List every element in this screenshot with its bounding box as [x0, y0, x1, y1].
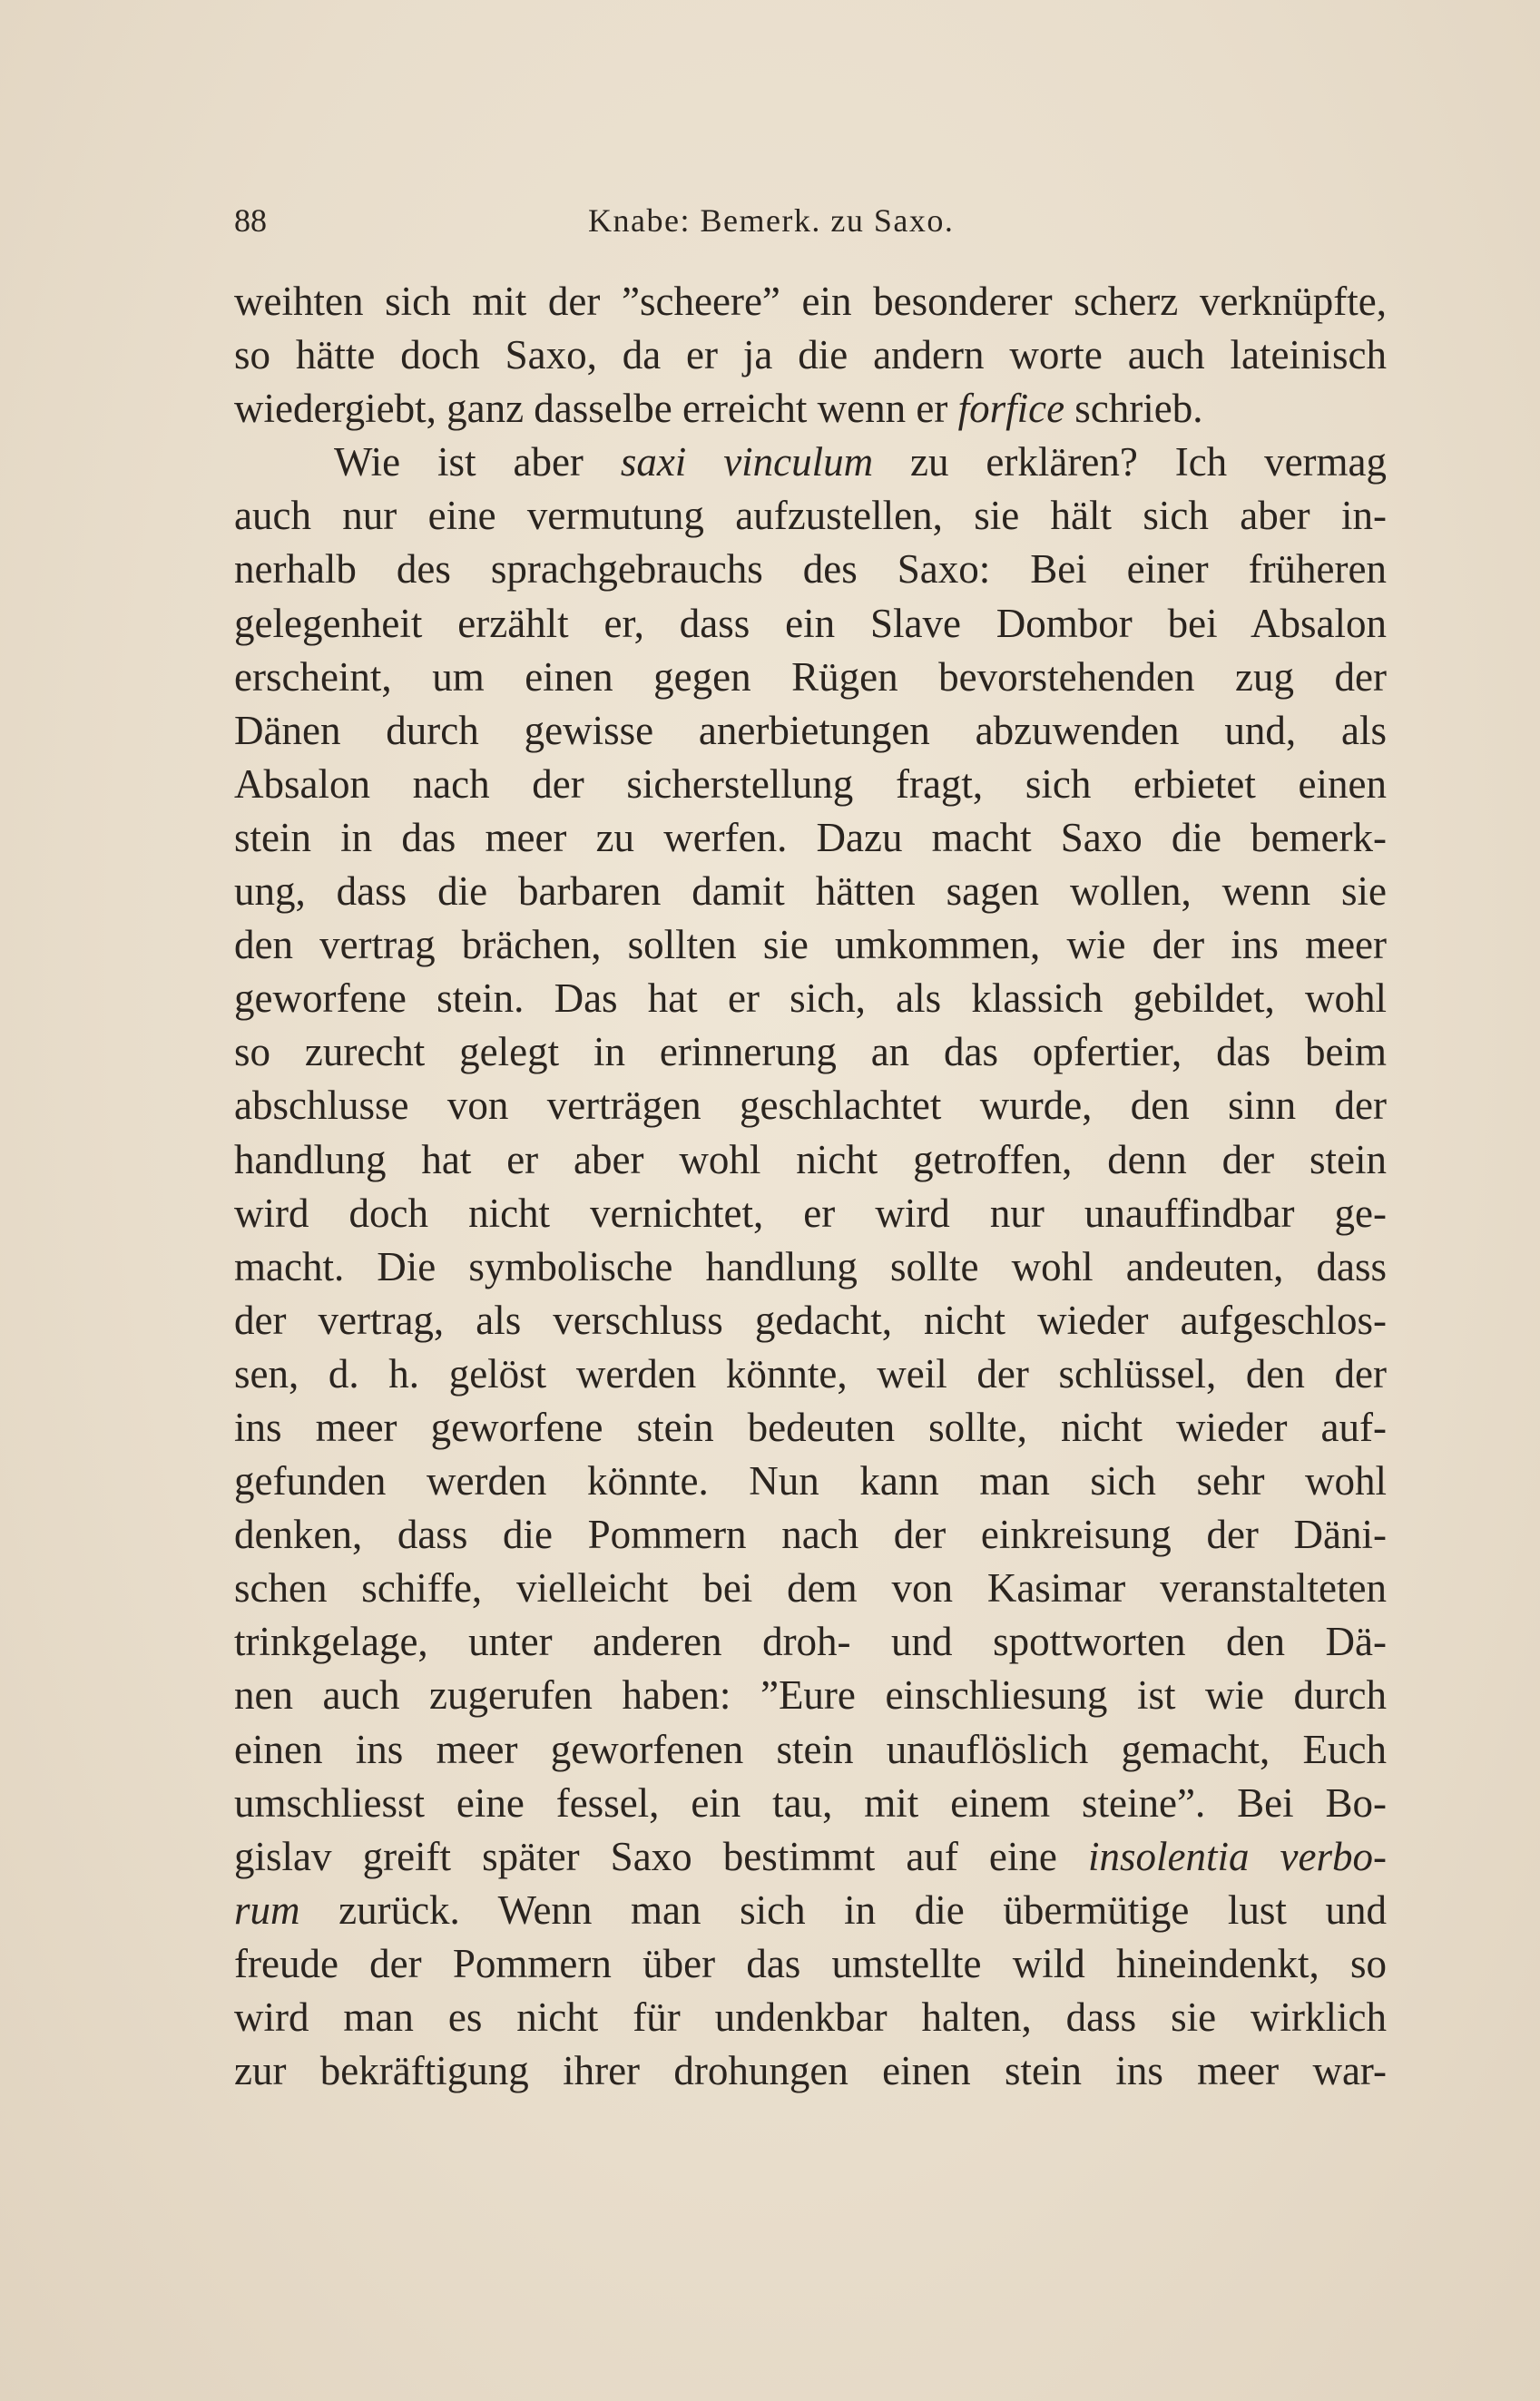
text-line: [234, 1401, 1387, 1455]
line-text: auch nur eine vermutung aufzustellen, sie hält sich aber in-: [234, 493, 1387, 539]
line-text: den vertrag brächen, sollten sie umkommen, wie der ins meer: [234, 922, 1387, 968]
text-line: [234, 704, 1387, 758]
text-line: [234, 811, 1387, 865]
italic-text: rum: [234, 1886, 300, 1933]
line-text: gefunden werden könnte. Nun kann man sich sehr wohl: [234, 1458, 1387, 1504]
line-text: abschlusse von verträgen geschlachtet wurde, den sinn der: [234, 1083, 1387, 1129]
page-number: 88: [234, 202, 267, 239]
line-text: gelegenheit erzählt er, dass ein Slave Dombor bei Absalon: [234, 600, 1387, 646]
text-line: [234, 436, 1387, 489]
line-text: denken, dass die Pommern nach der einkreisung der Däni-: [234, 1512, 1387, 1558]
text-line: [234, 1830, 1387, 1884]
line-text: zur bekräftigung ihrer drohungen einen stein ins meer war-: [234, 2048, 1387, 2094]
line-text: schrieb.: [1064, 386, 1203, 432]
line-text: so hätte doch Saxo, da er ja die andern worte auch lateinisch: [234, 332, 1387, 378]
line-text: so zurecht gelegt in erinnerung an das opfertier, das beim: [234, 1029, 1387, 1075]
italic-text: saxi vinculum: [620, 439, 874, 485]
line-text: wiedergiebt, ganz dasselbe erreicht wenn er: [234, 386, 958, 432]
text-line: [234, 1079, 1387, 1132]
italic-text: insolentia verbo-: [1087, 1833, 1387, 1879]
text-line: [234, 1187, 1387, 1240]
text-line: [234, 1508, 1387, 1562]
text-line: [234, 651, 1387, 704]
italic-text: forfice: [957, 386, 1065, 432]
text-line: [234, 865, 1387, 918]
text-line: [234, 328, 1387, 382]
text-line: [234, 1723, 1387, 1777]
text-line: [234, 1937, 1387, 1991]
line-text: erscheint, um einen gegen Rügen bevorstehenden zug der: [234, 653, 1387, 700]
line-text: sen, d. h. gelöst werden könnte, weil der schlüssel, den der: [234, 1350, 1387, 1396]
text-line: [234, 1991, 1387, 2044]
line-text: weihten sich mit der ”scheere” ein besonderer scherz verknüpfte,: [234, 279, 1387, 324]
text-line: [234, 1455, 1387, 1508]
running-title: Knabe: Bemerk. zu Saxo.: [588, 202, 955, 239]
line-text: Wie ist aber: [334, 439, 621, 485]
text-line: [234, 1884, 1387, 1937]
text-line: [234, 489, 1387, 543]
text-line: [234, 758, 1387, 811]
line-text: freude der Pommern über das umstellte wild hineindenkt, so: [234, 1940, 1387, 1986]
text-line: [234, 382, 1203, 436]
line-text: wird man es nicht für undenkbar halten, dass sie wirklich: [234, 1994, 1387, 2040]
text-line: [234, 1294, 1387, 1348]
line-text: stein in das meer zu werfen. Dazu macht Saxo die bemerk-: [234, 814, 1387, 860]
text-line: [234, 2044, 1387, 2098]
line-text: nen auch zugerufen haben: ”Eure einschliesung ist wie durch: [234, 1672, 1387, 1719]
line-text: ung, dass die barbaren damit hätten sagen wollen, wenn sie: [234, 868, 1387, 915]
line-text: macht. Die symbolische handlung sollte wohl andeuten, dass: [234, 1243, 1387, 1289]
text-line: [234, 275, 1387, 328]
line-text: ins meer geworfene stein bedeuten sollte, nicht wieder auf-: [234, 1404, 1387, 1450]
line-text: geworfene stein. Das hat er sich, als klassich gebildet, wohl: [234, 975, 1387, 1022]
body-text: [234, 275, 1387, 2098]
line-text: der vertrag, als verschluss gedacht, nicht wieder aufgeschlos-: [234, 1297, 1387, 1343]
line-text: zurück. Wenn man sich in die übermütige lust und: [299, 1886, 1387, 1933]
text-line: [234, 1348, 1387, 1401]
text-line: [234, 1025, 1387, 1079]
text-line: [234, 1240, 1387, 1294]
text-line: [234, 1669, 1387, 1722]
line-text: umschliesst eine fessel, ein tau, mit einem steine”. Bei Bo-: [234, 1779, 1387, 1826]
line-text: schen schiffe, vielleicht bei dem von Kasimar veranstalteten: [234, 1565, 1387, 1612]
line-text: gislav greift später Saxo bestimmt auf eine: [234, 1833, 1088, 1879]
text-line: [234, 1777, 1387, 1830]
line-text: einen ins meer geworfenen stein unauflöslich gemacht, Euch: [234, 1726, 1387, 1772]
text-line: [234, 918, 1387, 972]
line-text: zu erklären? Ich vermag: [873, 439, 1387, 485]
text-line: [234, 597, 1387, 651]
text-line: [234, 1562, 1387, 1615]
line-text: trinkgelage, unter anderen droh- und spottworten den Dä-: [234, 1619, 1387, 1665]
text-line: [234, 1133, 1387, 1187]
line-text: nerhalb des sprachgebrauchs des Saxo: Bei einer früheren: [234, 546, 1387, 593]
page-header: [234, 201, 1296, 247]
line-text: handlung hat er aber wohl nicht getroffen, denn der stein: [234, 1136, 1387, 1182]
line-text: wird doch nicht vernichtet, er wird nur unauffindbar ge-: [234, 1190, 1387, 1236]
text-line: [234, 1615, 1387, 1669]
text-line: [234, 543, 1387, 596]
text-line: [234, 972, 1387, 1025]
line-text: Absalon nach der sicherstellung fragt, sich erbietet einen: [234, 760, 1387, 807]
line-text: Dänen durch gewisse anerbietungen abzuwenden und, als: [234, 707, 1387, 753]
